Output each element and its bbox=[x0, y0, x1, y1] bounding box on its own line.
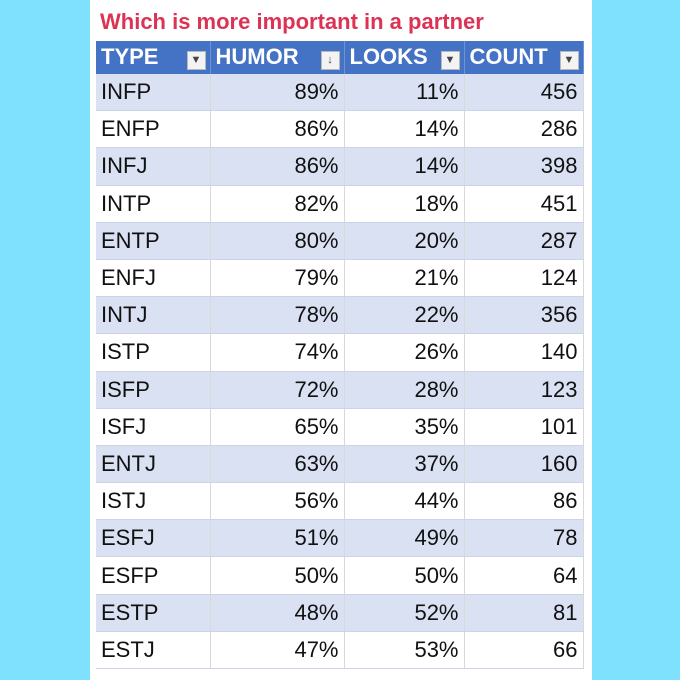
cell-type[interactable]: ESTP bbox=[96, 594, 210, 631]
cell-humor[interactable]: 86% bbox=[210, 111, 344, 148]
cell-type[interactable]: ENFP bbox=[96, 111, 210, 148]
cell-looks[interactable]: 11% bbox=[344, 74, 464, 111]
cell-looks[interactable]: 52% bbox=[344, 594, 464, 631]
cell-count[interactable]: 356 bbox=[464, 297, 583, 334]
spreadsheet bbox=[90, 0, 592, 680]
cell-humor[interactable]: 47% bbox=[210, 631, 344, 668]
cell-looks[interactable]: 14% bbox=[344, 111, 464, 148]
cell-type[interactable]: ENFJ bbox=[96, 259, 210, 296]
table-row bbox=[96, 148, 583, 185]
table-row bbox=[96, 334, 583, 371]
cell-count[interactable]: 451 bbox=[464, 185, 583, 222]
cell-humor[interactable]: 86% bbox=[210, 148, 344, 185]
cell-humor[interactable]: 63% bbox=[210, 445, 344, 482]
table-row bbox=[96, 483, 583, 520]
header-row bbox=[96, 41, 583, 74]
cell-humor[interactable]: 74% bbox=[210, 334, 344, 371]
header-count-label: COUNT bbox=[469, 44, 548, 69]
cell-count[interactable]: 78 bbox=[464, 520, 583, 557]
header-looks-label: LOOKS bbox=[349, 44, 428, 69]
header-count bbox=[464, 41, 583, 74]
header-humor-label: HUMOR bbox=[215, 44, 299, 69]
cell-count[interactable]: 101 bbox=[464, 408, 583, 445]
data-table bbox=[96, 41, 584, 669]
cell-type[interactable]: ESFJ bbox=[96, 520, 210, 557]
cell-looks[interactable]: 50% bbox=[344, 557, 464, 594]
table-row bbox=[96, 520, 583, 557]
cell-humor[interactable]: 89% bbox=[210, 74, 344, 111]
cell-looks[interactable]: 37% bbox=[344, 445, 464, 482]
table-row bbox=[96, 371, 583, 408]
cell-type[interactable]: ESFP bbox=[96, 557, 210, 594]
cell-looks[interactable]: 21% bbox=[344, 259, 464, 296]
table-row bbox=[96, 111, 583, 148]
cell-count[interactable]: 287 bbox=[464, 222, 583, 259]
cell-humor[interactable]: 79% bbox=[210, 259, 344, 296]
cell-humor[interactable]: 78% bbox=[210, 297, 344, 334]
header-humor bbox=[210, 41, 344, 74]
cell-humor[interactable]: 80% bbox=[210, 222, 344, 259]
chart-title: Which is more important in a partner bbox=[100, 9, 484, 34]
cell-looks[interactable]: 35% bbox=[344, 408, 464, 445]
cell-count[interactable]: 160 bbox=[464, 445, 583, 482]
cell-count[interactable]: 456 bbox=[464, 74, 583, 111]
cell-count[interactable]: 81 bbox=[464, 594, 583, 631]
cell-looks[interactable]: 18% bbox=[344, 185, 464, 222]
cell-type[interactable]: ISTJ bbox=[96, 483, 210, 520]
cell-type[interactable]: INFP bbox=[96, 74, 210, 111]
sort-descending-filter-icon[interactable]: ↓ bbox=[321, 51, 340, 70]
cell-type[interactable]: INTJ bbox=[96, 297, 210, 334]
cell-looks[interactable]: 53% bbox=[344, 631, 464, 668]
cell-looks[interactable]: 28% bbox=[344, 371, 464, 408]
cell-count[interactable]: 124 bbox=[464, 259, 583, 296]
table-row bbox=[96, 594, 583, 631]
table-row bbox=[96, 259, 583, 296]
cell-looks[interactable]: 49% bbox=[344, 520, 464, 557]
cell-type[interactable]: ENTJ bbox=[96, 445, 210, 482]
cell-humor[interactable]: 51% bbox=[210, 520, 344, 557]
cell-humor[interactable]: 56% bbox=[210, 483, 344, 520]
cell-count[interactable]: 398 bbox=[464, 148, 583, 185]
table-row bbox=[96, 631, 583, 668]
cell-humor[interactable]: 82% bbox=[210, 185, 344, 222]
cell-count[interactable]: 123 bbox=[464, 371, 583, 408]
cell-type[interactable]: INFJ bbox=[96, 148, 210, 185]
cell-looks[interactable]: 26% bbox=[344, 334, 464, 371]
table-row bbox=[96, 74, 583, 111]
cell-count[interactable]: 140 bbox=[464, 334, 583, 371]
table-row bbox=[96, 445, 583, 482]
cell-type[interactable]: ISFP bbox=[96, 371, 210, 408]
table-row bbox=[96, 297, 583, 334]
cell-humor[interactable]: 48% bbox=[210, 594, 344, 631]
cell-count[interactable]: 66 bbox=[464, 631, 583, 668]
cell-looks[interactable]: 14% bbox=[344, 148, 464, 185]
header-looks bbox=[344, 41, 464, 74]
header-type-label: TYPE bbox=[101, 44, 159, 69]
cell-type[interactable]: ENTP bbox=[96, 222, 210, 259]
cell-type[interactable]: INTP bbox=[96, 185, 210, 222]
cell-type[interactable]: ESTJ bbox=[96, 631, 210, 668]
dropdown-filter-icon[interactable]: ▼ bbox=[441, 51, 460, 70]
cell-looks[interactable]: 22% bbox=[344, 297, 464, 334]
cell-humor[interactable]: 65% bbox=[210, 408, 344, 445]
dropdown-filter-icon[interactable]: ▼ bbox=[187, 51, 206, 70]
dropdown-filter-icon[interactable]: ▼ bbox=[560, 51, 579, 70]
cell-type[interactable]: ISFJ bbox=[96, 408, 210, 445]
cell-type[interactable]: ISTP bbox=[96, 334, 210, 371]
cell-count[interactable]: 86 bbox=[464, 483, 583, 520]
cell-humor[interactable]: 72% bbox=[210, 371, 344, 408]
cell-count[interactable]: 286 bbox=[464, 111, 583, 148]
cell-humor[interactable]: 50% bbox=[210, 557, 344, 594]
table-row bbox=[96, 557, 583, 594]
cell-looks[interactable]: 20% bbox=[344, 222, 464, 259]
cell-count[interactable]: 64 bbox=[464, 557, 583, 594]
header-type bbox=[96, 41, 210, 74]
table-row bbox=[96, 408, 583, 445]
table-row bbox=[96, 185, 583, 222]
cell-looks[interactable]: 44% bbox=[344, 483, 464, 520]
table-row bbox=[96, 222, 583, 259]
